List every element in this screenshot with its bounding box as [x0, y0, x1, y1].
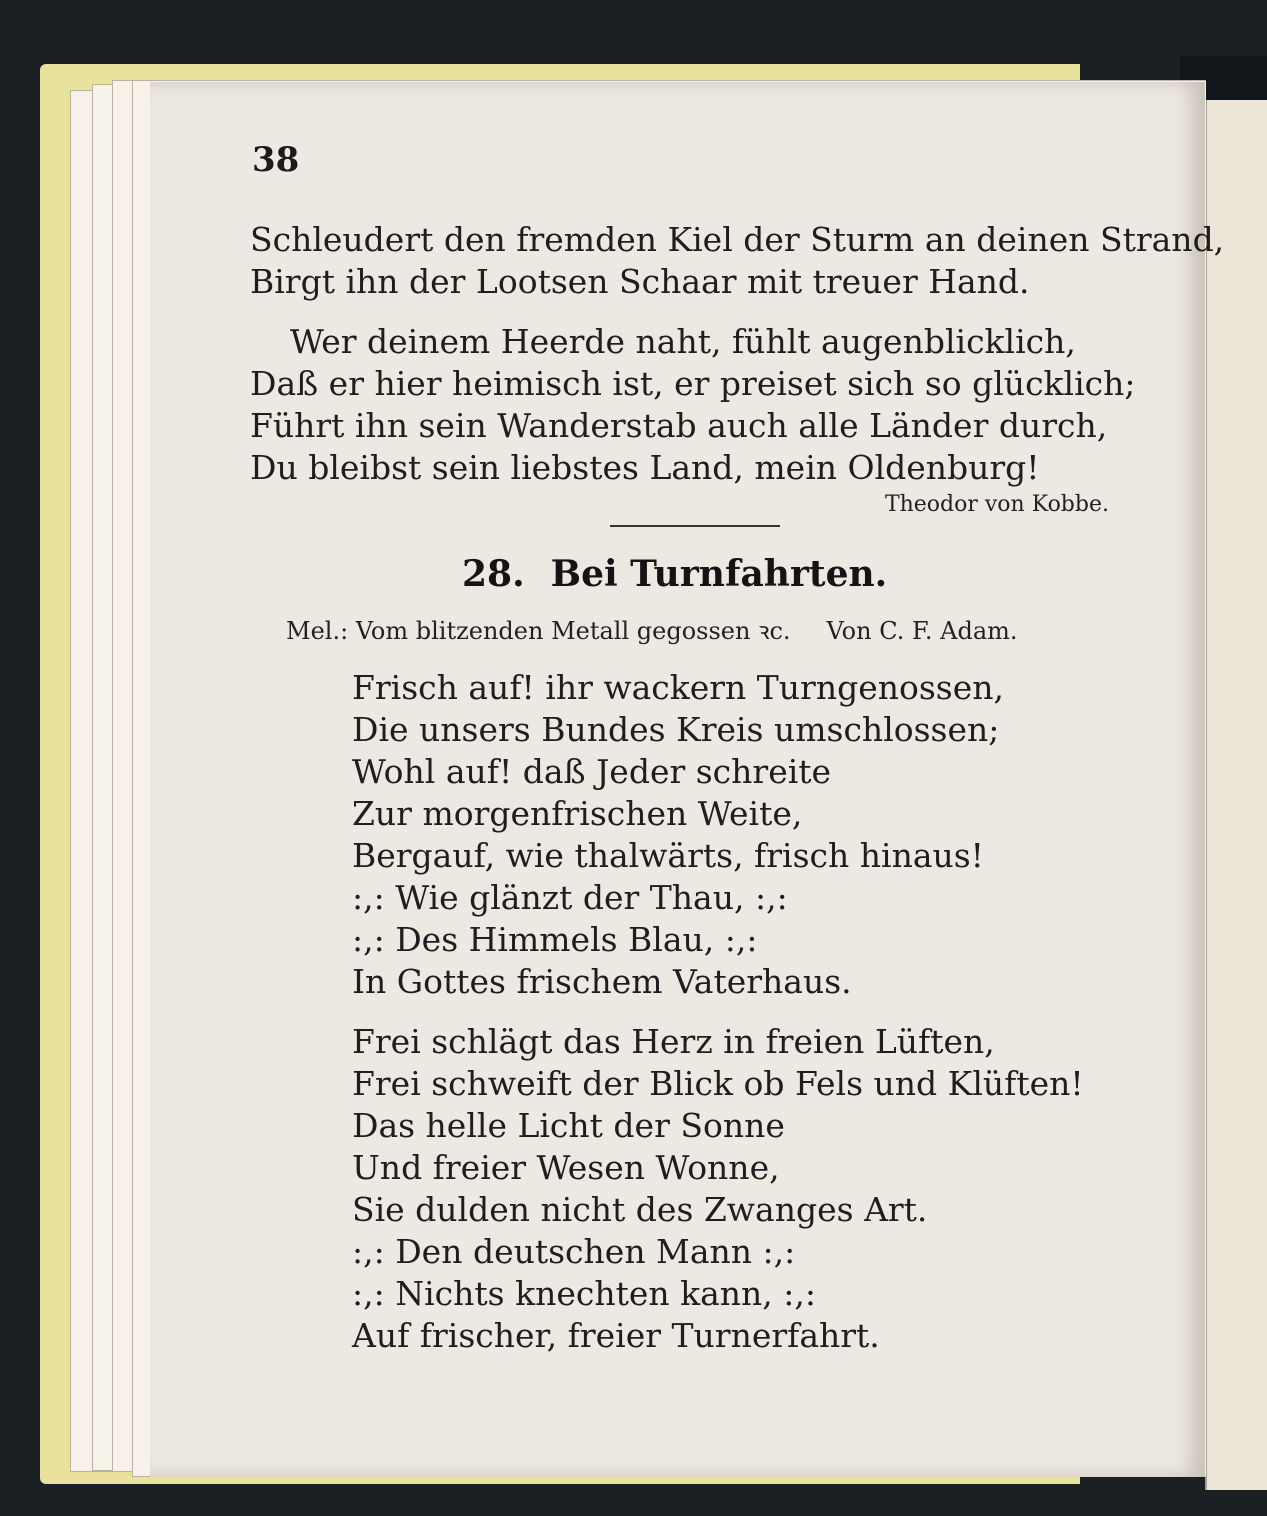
verse-line: Schleudert den fremden Kiel der Sturm an deinen Strand,	[250, 220, 1225, 259]
verse-line: Frei schlägt das Herz in freien Lüften,	[352, 1022, 995, 1061]
section-divider	[610, 525, 780, 527]
verse-line: Wohl auf! daß Jeder schreite	[352, 752, 832, 791]
verse-line: :,: Den deutschen Mann :,:	[352, 1232, 796, 1271]
previous-poem-author: Theodor von Kobbe.	[884, 492, 1109, 517]
facing-page-edge	[1205, 100, 1267, 1490]
song-title: Bei Turnfahrten.	[550, 553, 888, 595]
verse-line: :,: Nichts knechten kann, :,:	[352, 1274, 816, 1313]
verse-line: Frisch auf! ihr wackern Turngenossen,	[352, 668, 1005, 707]
verse-line: Du bleibst sein liebstes Land, mein Oldenburg!	[250, 448, 1040, 487]
verse-line: Führt ihn sein Wanderstab auch alle Länder durch,	[250, 406, 1108, 445]
melody-line	[286, 614, 1018, 647]
song-author: Von C. F. Adam.	[826, 617, 1018, 645]
verse-line: Und freier Wesen Wonne,	[352, 1148, 780, 1187]
verse-line: Auf frischer, freier Turnerfahrt.	[352, 1316, 880, 1355]
verse-line: Frei schweift der Blick ob Fels und Klüften!	[352, 1064, 1084, 1103]
verse-line: :,: Wie glänzt der Thau, :,:	[352, 878, 788, 917]
verse-line: Bergauf, wie thalwärts, frisch hinaus!	[352, 836, 984, 875]
verse-line: Die unsers Bundes Kreis umschlossen;	[352, 710, 1000, 749]
verse-line: Daß er hier heimisch ist, er preiset sich so glücklich;	[250, 364, 1136, 403]
verse-line: Sie dulden nicht des Zwanges Art.	[352, 1190, 928, 1229]
song-heading	[462, 553, 887, 595]
song-number: 28.	[462, 553, 525, 595]
verse-line: Zur morgenfrischen Weite,	[352, 794, 803, 833]
verse-line: Das helle Licht der Sonne	[352, 1106, 785, 1145]
verse-line: Wer deinem Heerde naht, fühlt augenblicklich,	[290, 322, 1076, 361]
melody-note: Mel.: Vom blitzenden Metall gegossen ꝛc.	[286, 617, 791, 645]
page-number: 38	[252, 140, 300, 180]
verse-line: Birgt ihn der Lootsen Schaar mit treuer Hand.	[250, 262, 1030, 301]
verse-line: :,: Des Himmels Blau, :,:	[352, 920, 758, 959]
verse-line: In Gottes frischem Vaterhaus.	[352, 962, 852, 1001]
